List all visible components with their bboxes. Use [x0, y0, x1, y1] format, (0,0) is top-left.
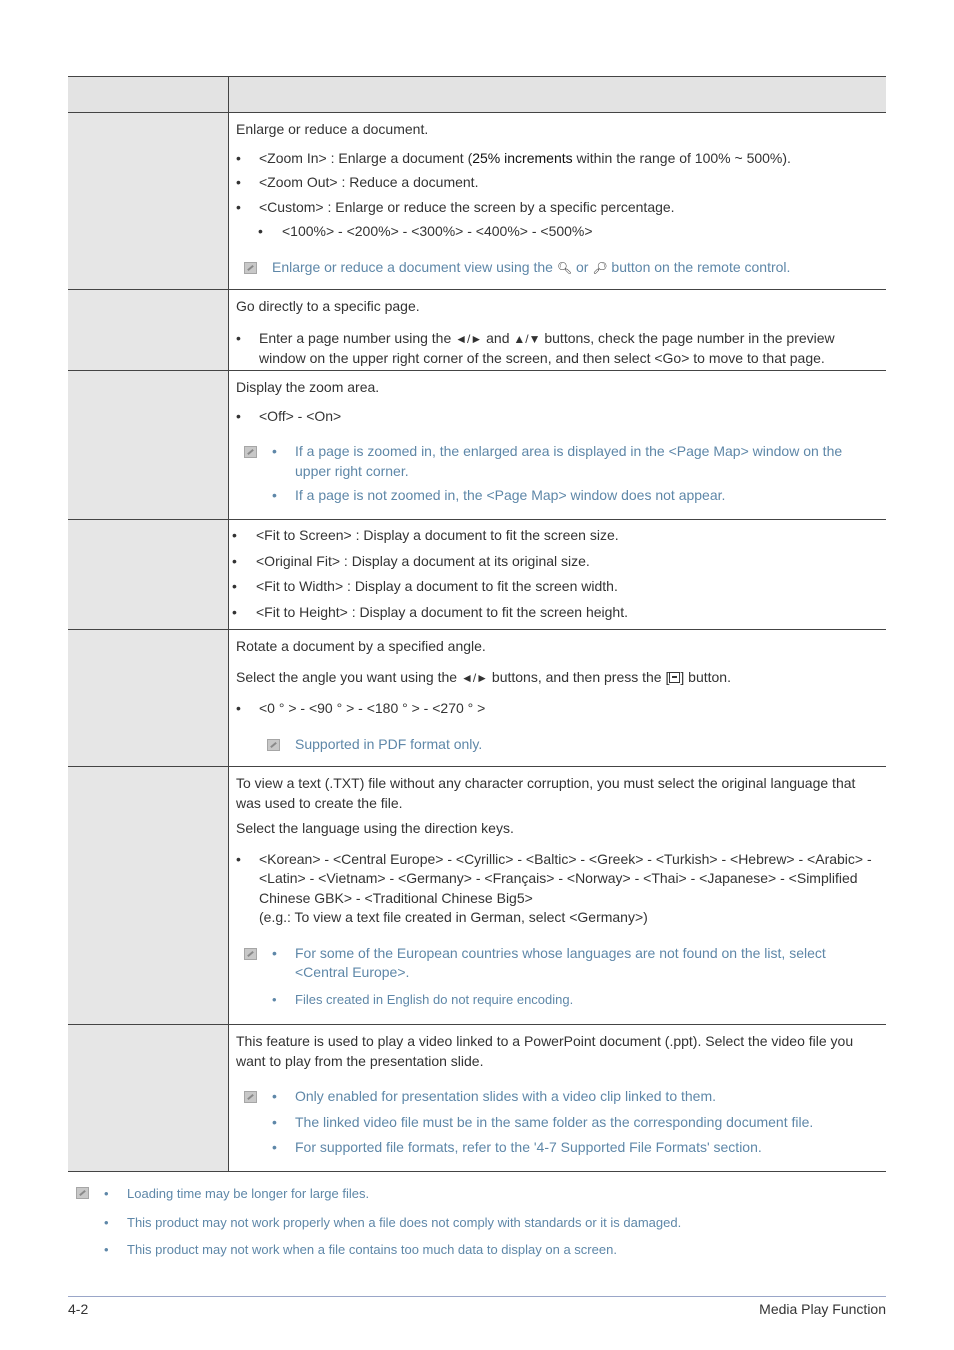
rotate-values: • <0 ° > - <90 ° > - <180 ° > - <270 ° > [236, 699, 878, 719]
general-note-3: • This product may not work when a file contains too much data to display on a screen. [68, 1240, 886, 1259]
rotate-note: Supported in PDF format only. [236, 735, 878, 755]
general-note-2: • This product may not work properly when a file does not comply with standards or it is damaged. [68, 1213, 886, 1232]
row-label-cell [68, 113, 229, 289]
fit-screen-bullet: • <Fit to Screen> : Display a document to fit the screen size. [232, 526, 878, 546]
left-right-arrows-icon: ◄/► [460, 670, 489, 685]
video-intro: This feature is used to play a video linked to a PowerPoint document (.ppt). Select the video file you want to play from the presentation slide. [236, 1033, 854, 1069]
page-map-notes [236, 442, 878, 506]
zoom-in-bullet: • <Zoom In> : Enlarge a document (25% increments within the range of 100% ~ 500%). [236, 149, 878, 169]
video-note-2: • The linked video file must be in the same folder as the corresponding document file. [236, 1113, 878, 1133]
page-map-values: • <Off> - <On> [236, 407, 878, 427]
row-label-cell [68, 520, 229, 629]
encoding-example: (e.g.: To view a text file created in German, select <Germany>) [259, 909, 648, 925]
language-list: • <Korean> - <Central Europe> - <Cyrillic> - <Baltic> - <Greek> - <Turkish> - <Hebrew> - <Arabic> - <Latin> - <Vietnam> - <Germany> - <Français> - <Norway> - <Thai> - <Japanese> - <Simplified Chinese GBK> - <Traditional Chinese Big5> [259, 850, 872, 906]
note-icon [267, 739, 280, 751]
table-row-video [68, 1025, 886, 1172]
zoom-out-icon: 🔎︎ [592, 260, 608, 275]
encoding-note-2: • Files created in English do not require encoding. [236, 990, 878, 1010]
row-content-cell [229, 767, 886, 1024]
feature-table [68, 76, 886, 1172]
video-note-1: • Only enabled for presentation slides with a video clip linked to them. [236, 1087, 878, 1107]
section-title: Media Play Function [759, 1301, 886, 1317]
original-fit-bullet: • <Original Fit> : Display a document at its original size. [232, 552, 878, 572]
encoding-notes [236, 944, 878, 1010]
left-right-arrows-icon: ◄/► [455, 331, 483, 346]
page-map-note-1: • If a page is zoomed in, the enlarged area is displayed in the <Page Map> window on the upper right corner. [236, 442, 878, 481]
page-map-intro: Display the zoom area. [236, 379, 380, 395]
table-row-page-map [68, 371, 886, 520]
page-bullet: • Enter a page number using the ◄/► and ▲/▼ buttons, check the page number in the preview window on the upper right corner of the screen, and then select <Go> to move to that page. [236, 329, 878, 369]
rotate-select: Select the angle you want using the ◄/► buttons, and then press the [ ] button. [236, 668, 731, 685]
row-content-cell [229, 1025, 886, 1171]
custom-bullet: • <Custom> : Enlarge or reduce the screen by a specific percentage. [236, 198, 878, 218]
encoding-languages [236, 850, 878, 928]
table-row-fit [68, 520, 886, 630]
row-content-cell [229, 113, 886, 289]
encoding-p2: Select the language using the direction keys. [236, 820, 514, 836]
row-label-cell [68, 290, 229, 370]
zoom-in-icon: 🔍︎ [556, 260, 573, 275]
row-label-cell [68, 630, 229, 766]
fit-height-bullet: • <Fit to Height> : Display a document to fit the screen height. [232, 603, 878, 623]
encoding-note-1: • For some of the European countries whose languages are not found on the list, select <Central Europe>. [236, 944, 878, 983]
row-content-cell [229, 371, 886, 519]
note-icon [244, 262, 257, 274]
encoding-p1: To view a text (.TXT) file without any character corruption, you must select the original language that was used to create the file. [236, 775, 856, 811]
video-note-3: • For supported file formats, refer to the '4-7 Supported File Formats' section. [236, 1138, 878, 1158]
row-content-cell [229, 630, 886, 766]
footer-divider [68, 1296, 886, 1297]
table-row-zoom [68, 113, 886, 290]
zoom-intro: Enlarge or reduce a document. [236, 121, 429, 137]
general-note-1: • Loading time may be longer for large files. [68, 1184, 886, 1203]
fit-width-bullet: • <Fit to Width> : Display a document to fit the screen width. [232, 577, 878, 597]
up-down-arrows-icon: ▲/▼ [513, 331, 541, 346]
page-number: 4-2 [68, 1301, 89, 1317]
zoom-out-bullet: • <Zoom Out> : Reduce a document. [236, 173, 878, 193]
zoom-note: Enlarge or reduce a document view using the 🔍︎ or 🔎︎ button on the remote control. [236, 258, 878, 279]
row-label-cell [68, 767, 229, 1024]
row-content-cell [229, 290, 886, 370]
page-map-note-2: • If a page is not zoomed in, the <Page Map> window does not appear. [236, 486, 878, 506]
table-row-page [68, 290, 886, 371]
header-cell-name [68, 77, 229, 112]
table-header-row [68, 76, 886, 113]
custom-values-bullet: • <100%> - <200%> - <300%> - <400%> - <500%> [236, 222, 878, 242]
general-notes [68, 1184, 886, 1259]
page-intro: Go directly to a specific page. [236, 298, 420, 314]
row-content-cell [229, 520, 886, 629]
row-label-cell [68, 371, 229, 519]
row-label-cell [68, 1025, 229, 1171]
rotate-intro: Rotate a document by a specified angle. [236, 638, 486, 654]
table-row-encoding [68, 767, 886, 1025]
table-row-rotate [68, 630, 886, 767]
enter-icon [669, 672, 680, 683]
video-notes [236, 1087, 878, 1158]
